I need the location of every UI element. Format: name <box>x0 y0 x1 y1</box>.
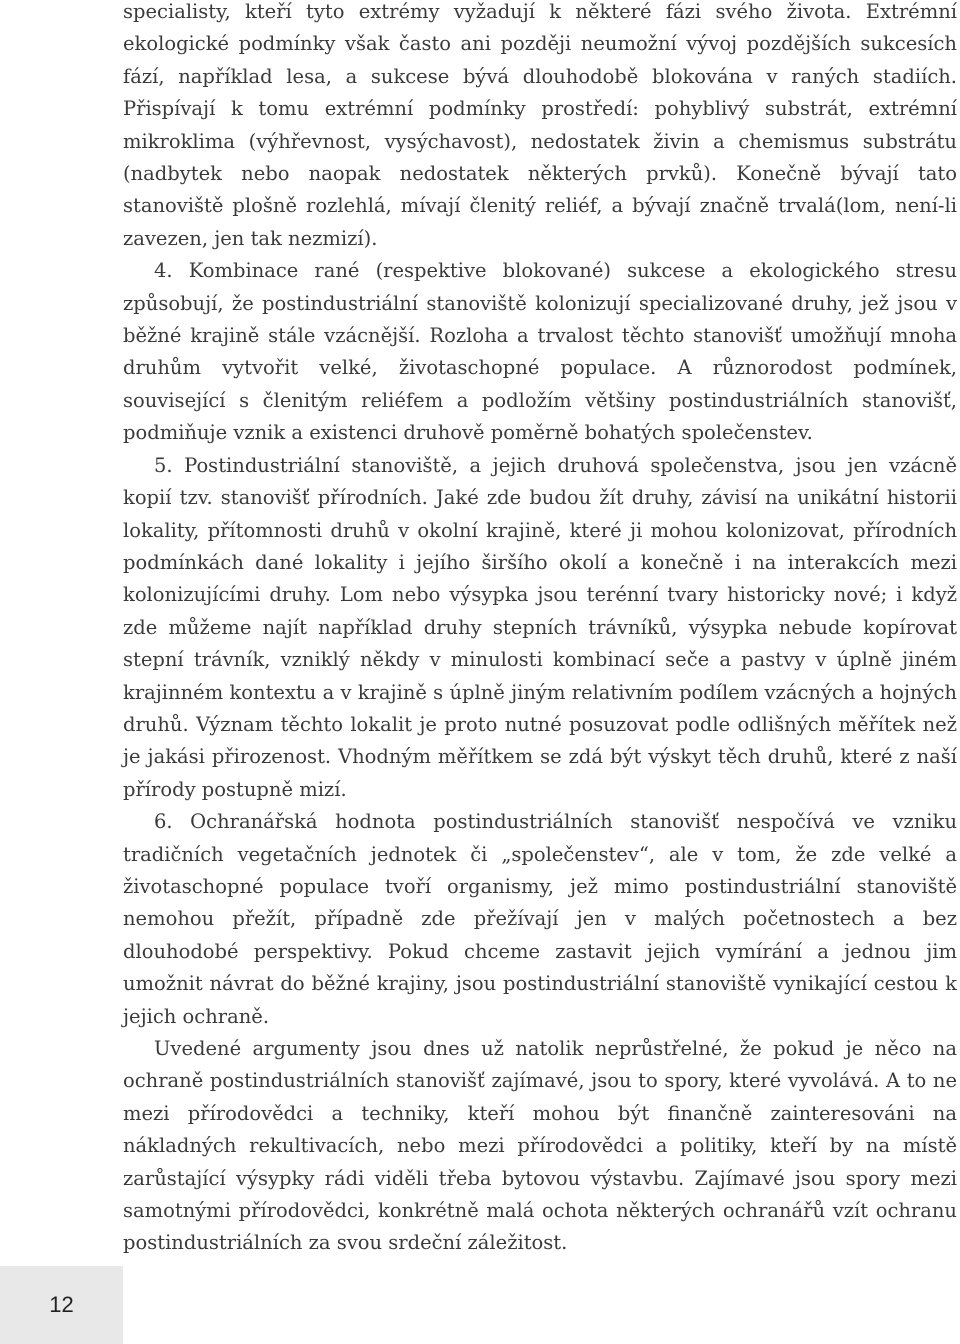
paragraph-point-4: 4. Kombinace rané (respektive blokované) sukcese a ekologického stresu způsobují, že postindustriální stanoviště kolonizují specializované druhy, jež jsou v běžné krajině stále vzácnější. Rozloha a trvalost těchto stanovišť umožňují mnoha druhům vytvořit velké, životaschopné populace. A různorodost podmínek, související s členitým reliéfem a podložím většiny postindustriálních stanovišť, podmiňuje vznik a existenci druhově poměrně bohatých společenstev. <box>123 259 957 445</box>
paragraph-continued: specialisty, kteří tyto extrémy vyžadují k některé fázi svého života. Extrémní ekologické podmínky však často ani později neumožní vývoj pozdějších sukcesích fází, například lesa, a sukcese bývá dlouhodobě blokována v raných stadiích. Přispívají k tomu extrémní podmínky prostředí: pohyblivý substrát, extrémní mikroklima (výhřevnost, vysýchavost), nedostatek živin a chemismus substrátu (nadbytek nebo naopak nedostatek některých prvků). Konečně bývají tato stanoviště plošně rozlehlá, mívají členitý reliéf, a bývají značně trvalá(lom, není-li zavezen, jen tak nezmizí). <box>123 0 957 250</box>
paragraph-conclusion: Uvedené argumenty jsou dnes už natolik neprůstřelné, že pokud je něco na ochraně postindustriálních stanovišť zajímavé, jsou to spory, které vyvolává. A to ne mezi přírodovědci a techniky, kteří mohou být finančně zainteresováni na nákladných rekultivacích, nebo mezi přírodovědci a politiky, kteří by na místě zarůstající výsypky rádi viděli třeba bytovou výstavbu. Zajímavé jsou spory mezi samotnými přírodovědci, konkrétně malá ochota některých ochranářů vzít ochranu postindustriálních za svou srdeční záležitost. <box>123 1037 957 1255</box>
paragraph-point-6: 6. Ochranářská hodnota postindustriálních stanovišť nespočívá ve vzniku tradičních vegetačních jednotek či „společenstev“, ale v tom, že zde velké a životaschopné populace tvoří organismy, jež mimo postindustriální stanoviště nemohou přežít, případně zde přežívají jen v malých početnostech a bez dlouhodobé perspektivy. Pokud chceme zastavit jejich vymírání a jednou jim umožnit návrat do běžné krajiny, jsou postindustriální stanoviště vynikající cestou k jejich ochraně. <box>123 810 957 1028</box>
body-text <box>123 0 957 1260</box>
page-number: 12 <box>0 1266 123 1344</box>
paragraph-point-5: 5. Postindustriální stanoviště, a jejich druhová společenstva, jsou jen vzácně kopií tzv. stanovišť přírodních. Jaké zde budou žít druhy, závisí na unikátní historii lokality, přítomnosti druhů v okolní krajině, které ji mohou kolonizovat, přírodních podmínkách dané lokality i jejího širšího okolí a konečně i na interakcích mezi kolonizujícími druhy. Lom nebo výsypka jsou terénní tvary historicky nové; i když zde můžeme najít například druhy stepních trávníků, výsypka nebude kopírovat stepní trávník, vzniklý někdy v minulosti kombinací seče a pastvy v úplně jiném krajinném kontextu a v krajině s úplně jiným relativním podílem vzácných a hojných druhů. Význam těchto lokalit je proto nutné posuzovat podle odlišných měřítek než je jakási přirozenost. Vhodným měřítkem se zdá být výskyt těch druhů, které z naší přírody postupně mizí. <box>123 453 957 801</box>
